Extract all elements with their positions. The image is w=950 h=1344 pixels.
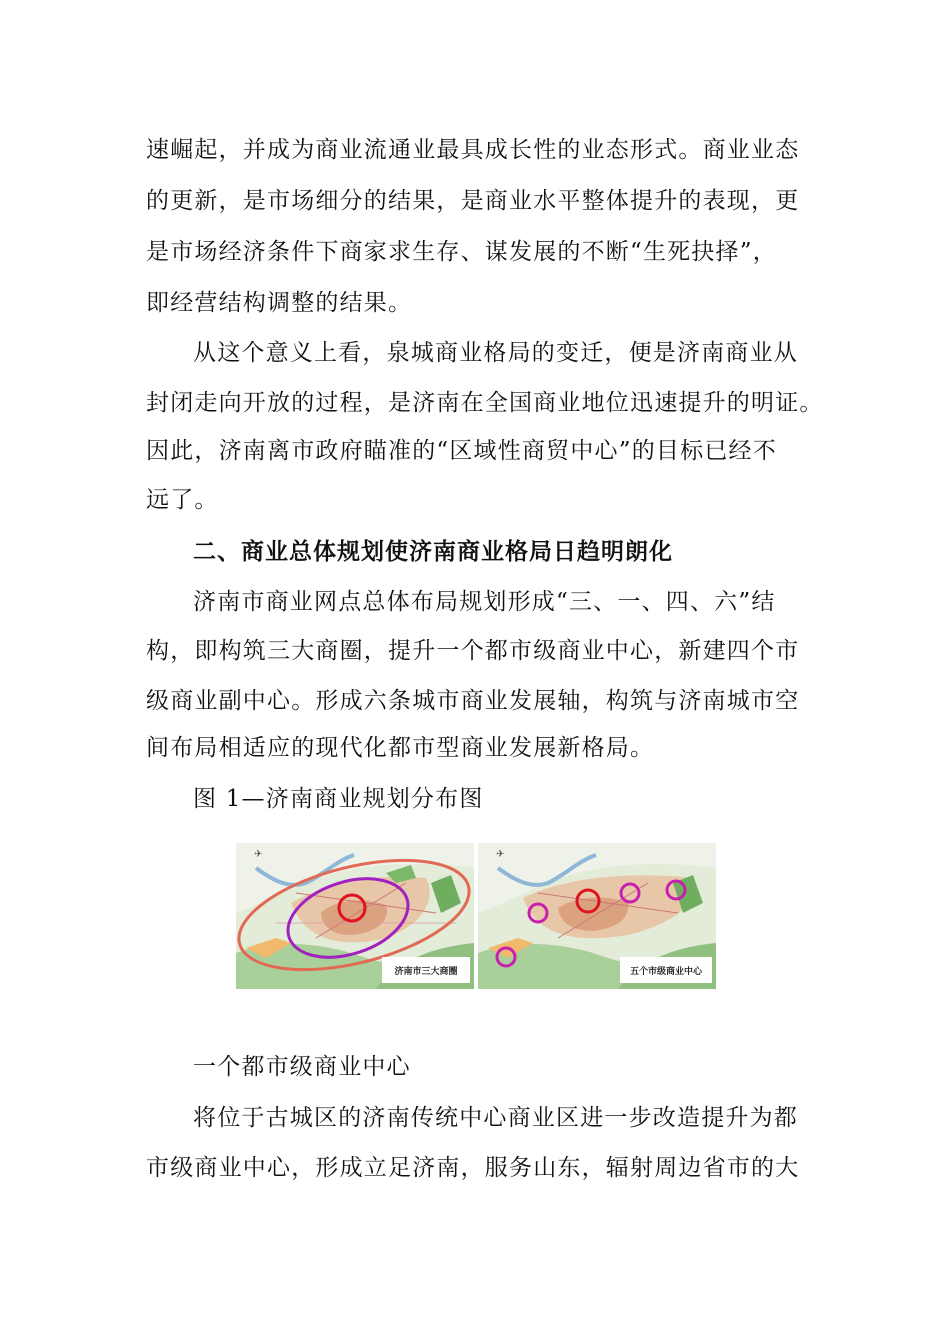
paragraph-line: 的更新，是市场细分的结果，是商业水平整体提升的表现，更 [146, 188, 800, 214]
subheading: 一个都市级商业中心 [193, 1054, 411, 1080]
left-panel-label: 济南市三大商圈 [394, 967, 458, 977]
paragraph-line: 济南市商业网点总体布局规划形成“三、一、四、六”结 [193, 589, 776, 615]
paragraph-line: 级商业副中心。形成六条城市商业发展轴，构筑与济南城市空 [146, 688, 800, 714]
paragraph-line: 将位于古城区的济南传统中心商业区进一步改造提升为都 [193, 1105, 798, 1131]
paragraph-line: 构，即构筑三大商圈，提升一个都市级商业中心，新建四个市 [146, 638, 800, 664]
figure-caption: 图 1—济南商业规划分布图 [193, 786, 484, 812]
svg-text:✈: ✈ [496, 849, 505, 860]
paragraph-line: 从这个意义上看，泉城商业格局的变迁，便是济南商业从 [193, 340, 798, 366]
planning-map-figure [236, 843, 716, 989]
paragraph-line: 因此，济南离市政府瞄准的“区域性商贸中心”的目标已经不 [146, 438, 777, 464]
paragraph-line: 市级商业中心，形成立足济南，服务山东，辐射周边省市的大 [146, 1155, 800, 1181]
right-panel-label: 五个市级商业中心 [629, 967, 703, 977]
paragraph-line: 是市场经济条件下商家求生存、谋发展的不断“生死抉择”， [146, 239, 777, 265]
five-centers-map [478, 843, 716, 989]
paragraph-line: 远了。 [146, 487, 219, 513]
paragraph-line: 间布局相适应的现代化都市型商业发展新格局。 [146, 735, 655, 761]
paragraph-line: 即经营结构调整的结果。 [146, 290, 413, 316]
svg-text:✈: ✈ [254, 849, 263, 860]
three-districts-map [236, 843, 480, 989]
section-heading: 二、商业总体规划使济南商业格局日趋明朗化 [193, 539, 673, 565]
paragraph-line: 封闭走向开放的过程，是济南在全国商业地位迅速提升的明证。 [146, 390, 824, 416]
paragraph-line: 速崛起，并成为商业流通业最具成长性的业态形式。商业业态 [146, 137, 800, 163]
